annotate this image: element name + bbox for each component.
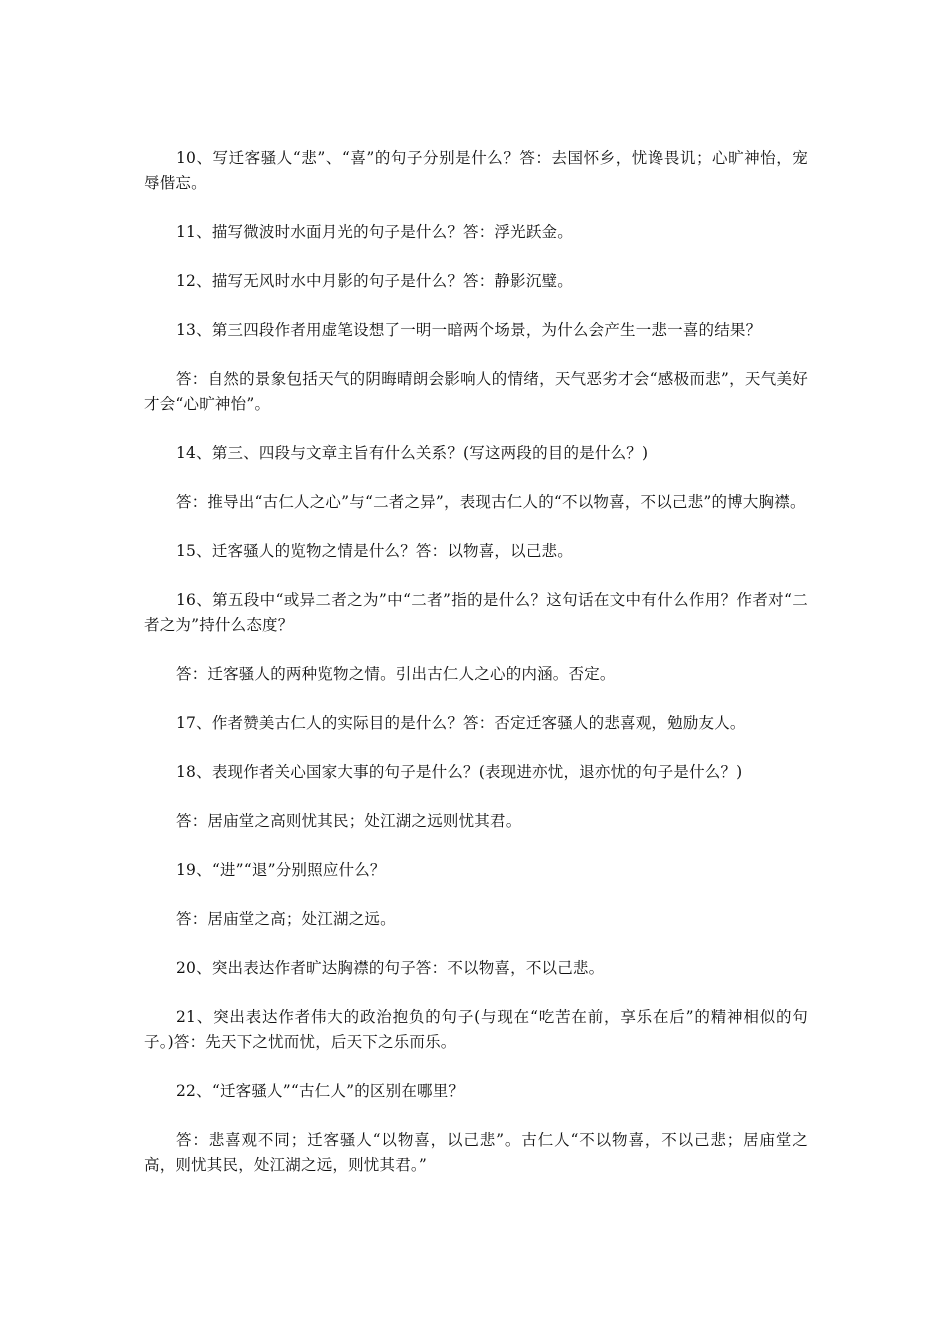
paragraph-q21: 21、突出表达作者伟大的政治抱负的句子(与现在“吃苦在前，享乐在后”的精神相似的句子。)答：先天下之忧而忧，后天下之乐而乐。	[144, 1008, 808, 1051]
paragraph-a14: 答：推导出“古仁人之心”与“二者之异”，表现古仁人的“不以物喜，不以己悲”的博大胸襟。	[176, 493, 806, 511]
paragraph-q20: 20、突出表达作者旷达胸襟的句子答：不以物喜，不以己悲。	[176, 959, 605, 977]
paragraph-q15: 15、迁客骚人的览物之情是什么？答：以物喜，以己悲。	[176, 542, 573, 560]
paragraph-q14: 14、第三、四段与文章主旨有什么关系？(写这两段的目的是什么？)	[176, 444, 649, 462]
paragraph-q11: 11、描写微波时水面月光的句子是什么？答：浮光跃金。	[176, 223, 573, 241]
paragraph-a22: 答：悲喜观不同；迁客骚人“以物喜，以己悲”。古仁人“不以物喜，不以己悲；居庙堂之高，则忧其民，处江湖之远，则忧其君。”	[144, 1131, 808, 1174]
paragraph-a13: 答：自然的景象包括天气的阴晦晴朗会影响人的情绪，天气恶劣才会“感极而悲”，天气美好才会“心旷神怡”。	[144, 370, 808, 413]
paragraph-q19: 19、“进”“退”分别照应什么？	[176, 861, 386, 879]
paragraph-q22: 22、“迁客骚人”“古仁人”的区别在哪里？	[176, 1082, 465, 1100]
document-body	[144, 146, 808, 1202]
paragraph-a19: 答：居庙堂之高；处江湖之远。	[176, 910, 396, 928]
paragraph-q18: 18、表现作者关心国家大事的句子是什么？(表现进亦忧，退亦忧的句子是什么？)	[176, 763, 743, 781]
paragraph-a18: 答：居庙堂之高则忧其民；处江湖之远则忧其君。	[176, 812, 522, 830]
paragraph-q12: 12、描写无风时水中月影的句子是什么？答：静影沉璧。	[176, 272, 573, 290]
paragraph-q10: 10、写迁客骚人“悲”、“喜”的句子分别是什么？答：去国怀乡，忧谗畏讥；心旷神怡，宠辱偕忘。	[144, 149, 808, 192]
paragraph-q16: 16、第五段中“或异二者之为”中“二者”指的是什么？这句话在文中有什么作用？作者对“二者之为”持什么态度？	[144, 591, 808, 634]
paragraph-q17: 17、作者赞美古仁人的实际目的是什么？答：否定迁客骚人的悲喜观，勉励友人。	[176, 714, 746, 732]
paragraph-q13: 13、第三四段作者用虚笔设想了一明一暗两个场景，为什么会产生一悲一喜的结果？	[176, 321, 762, 339]
paragraph-a16: 答：迁客骚人的两种览物之情。引出古仁人之心的内涵。否定。	[176, 665, 616, 683]
